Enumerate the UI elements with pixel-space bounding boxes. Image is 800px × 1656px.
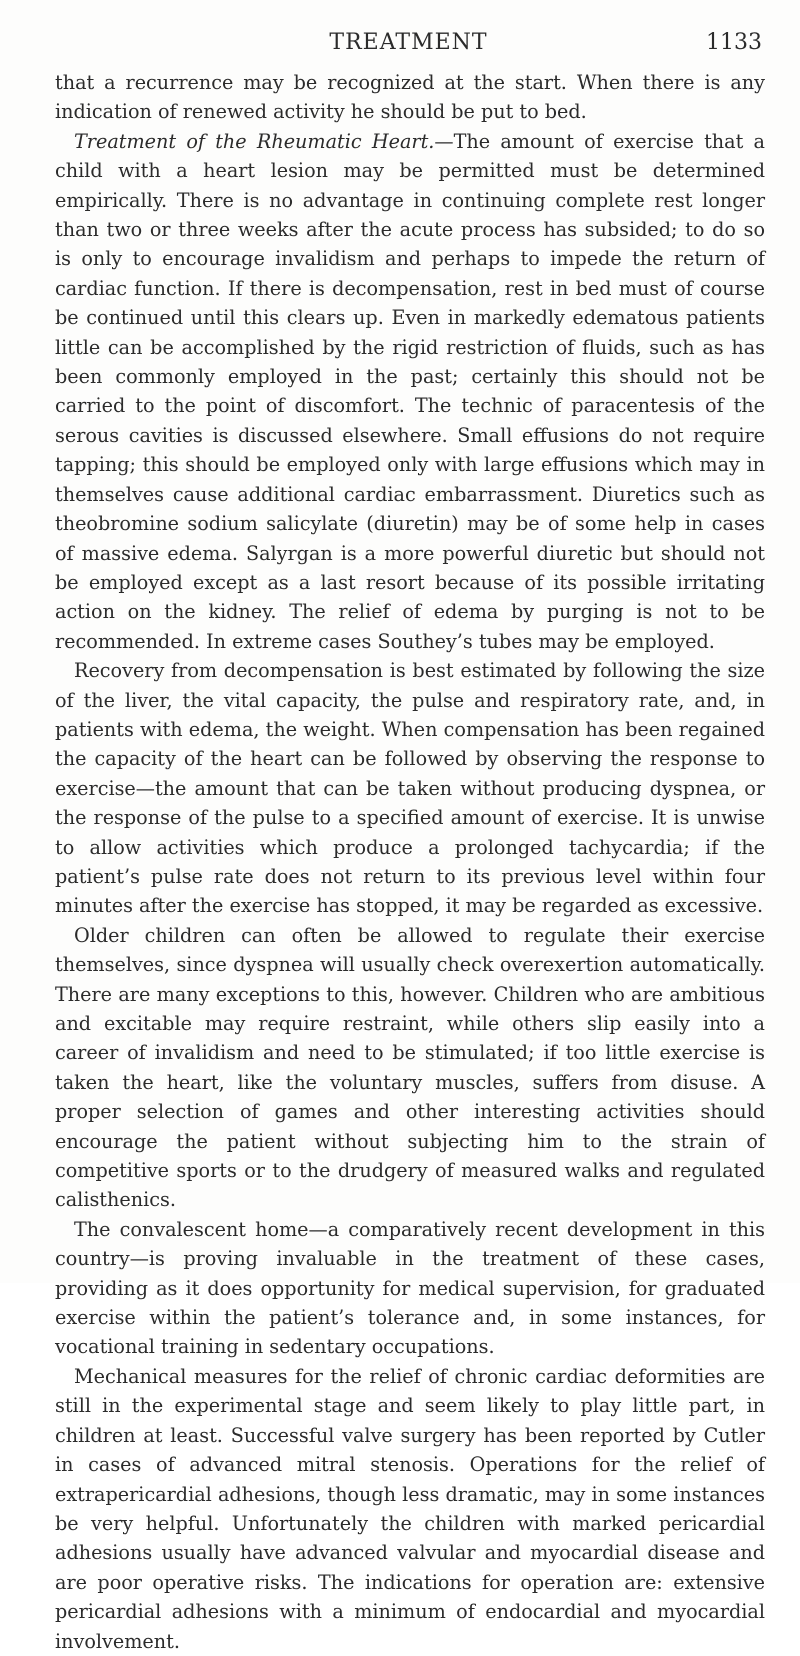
paragraph-2 xyxy=(55,127,765,656)
body-text xyxy=(55,68,765,1656)
section-heading: Treatment of the Rheumatic Heart. xyxy=(74,129,435,153)
paragraph-4: Older children can often be allowed to regulate their exercise themselves, since dyspnea will usually check overexertion automatically. There are many exceptions to this, however. Children who are ambitious and excitable may require restraint, while others slip easily into a career of invalidism and need to be stimulated; if too little exercise is taken the heart, like the voluntary muscles, suffers from disuse. A proper selection of games and other interesting activities should encourage the patient without subjecting him to the strain of competitive sports or to the drudgery of measured walks and regulated calisthenics. xyxy=(55,923,765,1212)
page-header xyxy=(55,30,762,60)
paragraph-5: The convalescent home—a comparatively recent development in this country—is proving invaluable in the treatment of these cases, providing as it does opportunity for medical supervision, for graduated exercise within the patient’s tolerance and, in some instances, for vocational training in sedentary occupations. xyxy=(55,1217,765,1359)
running-head: TREATMENT xyxy=(329,30,488,55)
paragraph-3: Recovery from decompensation is best estimated by following the size of the liver, the vital capacity, the pulse and respiratory rate, and, in patients with edema, the weight. When compensation has been regained the capacity of the heart can be followed by observing the response to exercise—the amount that can be taken without producing dyspnea, or the response of the pulse to a specified amount of exercise. It is unwise to allow activities which produce a prolonged tachycardia; if the patient’s pulse rate does not return to its previous level within four minutes after the exercise has stopped, it may be regarded as excessive. xyxy=(55,659,765,918)
page-number: 1133 xyxy=(706,30,762,55)
paragraph-6: Mechanical measures for the relief of chronic cardiac deformities are still in the experimental stage and seem likely to play little part, in children at least. Successful valve surgery has been reported by Cutler in cases of advanced mitral stenosis. Operations for the relief of extrapericardial adhesions, though less dramatic, may in some instances be very helpful. Unfortunately the children with marked pericardial adhesions usually have advanced valvular and myocardial disease and are poor operative risks. The indications for operation are: extensive pericardial adhesions with a minimum of endocardial and myocardial involvement. xyxy=(55,1364,765,1653)
paragraph-2-text: —The amount of exercise that a child with a heart lesion may be permitted must be determined empirically. There is no advantage in continuing complete rest longer than two or three weeks after the acute process has subsided; to do so is only to encourage invalidism and perhaps to impede the return of cardiac function. If there is decompensation, rest in bed must of course be continued until this clears up. Even in markedly edematous patients little can be accomplished by the rigid restriction of fluids, such as has been commonly employed in the past; certainly this should not be carried to the point of discomfort. The technic of paracentesis of the serous cavities is discussed elsewhere. Small effusions do not require tapping; this should be employed only with large effusions which may in themselves cause additional cardiac embarrassment. Diuretics such as theobromine sodium salicylate (diuretin) may be of some help in cases of massive edema. Salyrgan is a more powerful diuretic but should not be employed except as a last resort because of its possible irritating action on the kidney. The relief of edema by purging is not to be recommended. In extreme cases Southey’s tubes may be employed. xyxy=(55,129,765,653)
paragraph-1: that a recurrence may be recognized at the start. When there is any indication of renewed activity he should be put to bed. xyxy=(55,71,765,124)
